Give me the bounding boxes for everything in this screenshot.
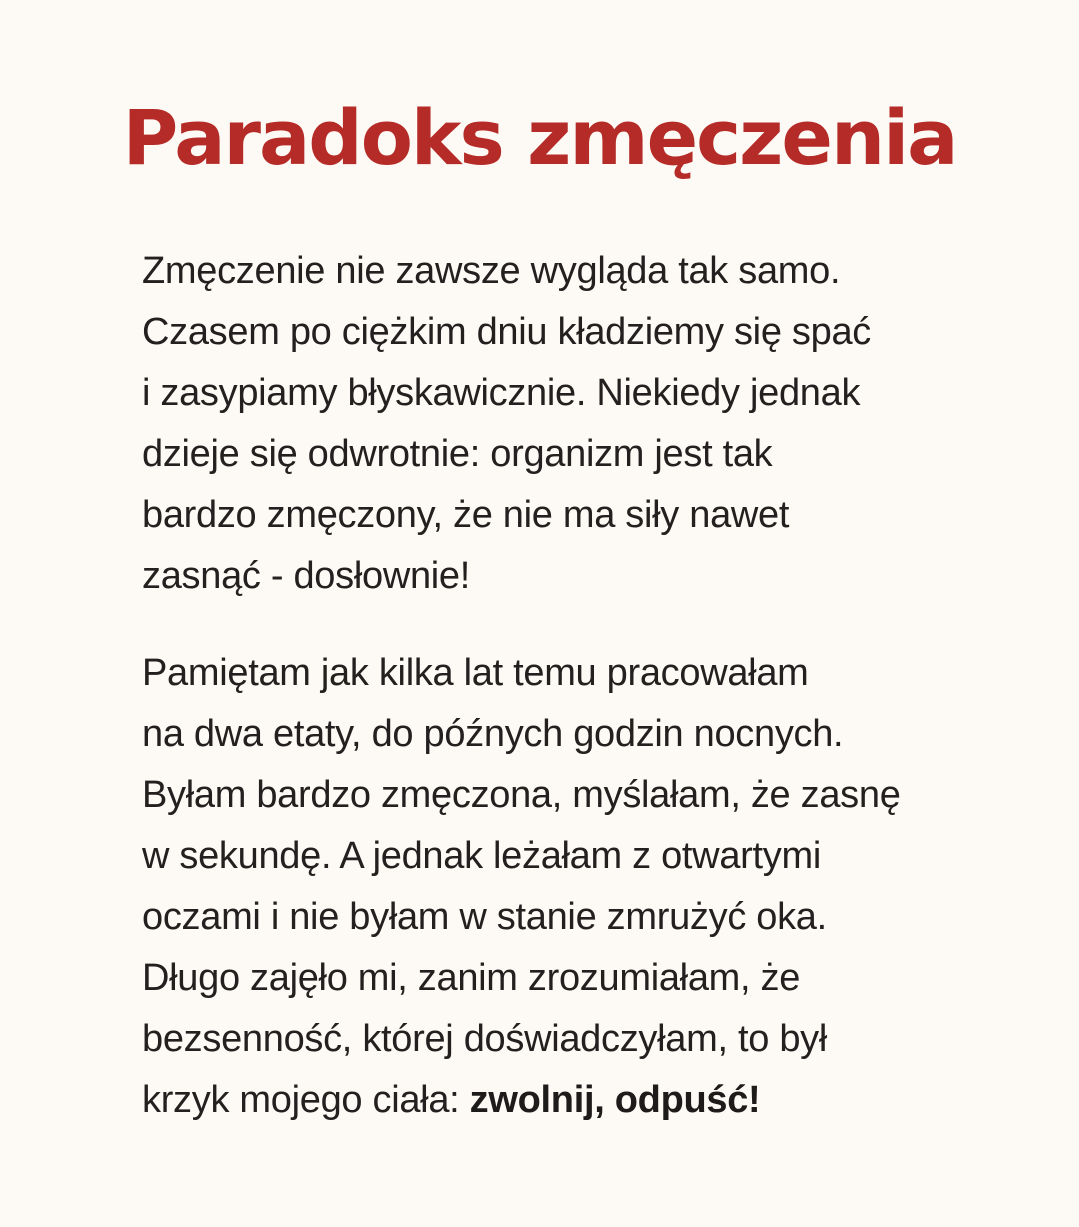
final-line-prefix: krzyk mojego ciała: [142, 1079, 470, 1121]
text-line: dzieje się odwrotnie: organizm jest tak [142, 433, 773, 475]
text-line: Pamiętam jak kilka lat temu pracowałam [142, 652, 809, 694]
text-line: Długo zajęło mi, zanim zrozumiałam, że [142, 957, 801, 999]
emphasis-text: zwolnij, odpuść! [469, 1079, 761, 1121]
text-line: w sekundę. A jednak leżałam z otwartymi [142, 835, 821, 877]
text-line: Byłam bardzo zmęczona, myślałam, że zasnę [142, 774, 901, 816]
text-line: Czasem po ciężkim dniu kładziemy się spać [142, 311, 871, 353]
text-line: zasnąć - dosłownie! [142, 555, 471, 597]
text-line: bezsenność, której doświadczyłam, to był [142, 1018, 827, 1060]
text-line: oczami i nie byłam w stanie zmrużyć oka. [142, 896, 827, 938]
paragraph-intro [142, 241, 1042, 607]
text-line: bardzo zmęczony, że nie ma siły nawet [142, 494, 790, 536]
text-line: Zmęczenie nie zawsze wygląda tak samo. [142, 250, 841, 292]
page-title: Paradoks zmęczenia [122, 93, 957, 182]
text-line: i zasypiamy błyskawicznie. Niekiedy jednak [142, 372, 861, 414]
text-line-final [142, 1070, 1042, 1131]
text-line: na dwa etaty, do późnych godzin nocnych. [142, 713, 844, 755]
paragraph-story [142, 643, 1042, 1131]
